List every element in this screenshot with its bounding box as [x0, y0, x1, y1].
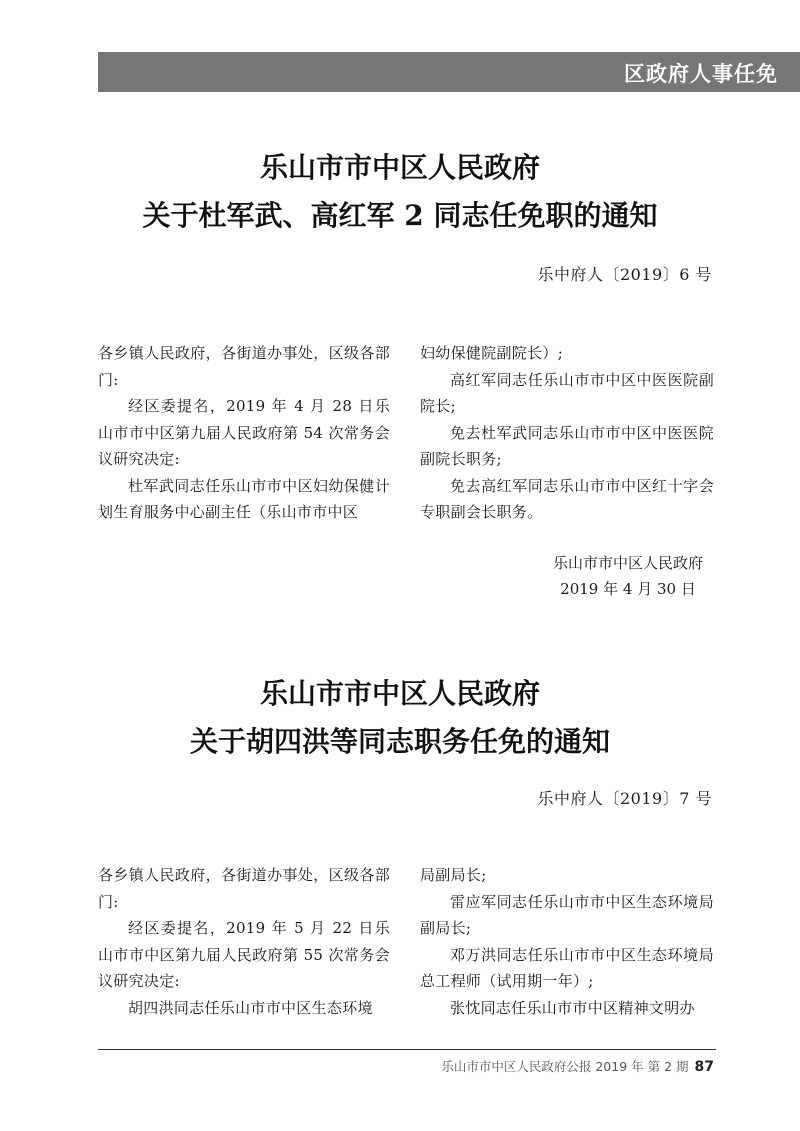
- notice-2-left-column: [98, 862, 390, 1021]
- notice-1-appointment-1: 杜军武同志任乐山市市中区妇幼保健计划生育服务中心副主任（乐山市市中区: [98, 476, 390, 521]
- notice-1-signoff-org: 乐山市市中区人民政府: [552, 554, 703, 572]
- page-number: 87: [694, 1059, 714, 1075]
- notice-1-addressee: 各乡镇人民政府，各街道办事处，区级各部门:: [98, 344, 390, 389]
- notice-2-appointment-4: 张忱同志任乐山市市中区精神文明办: [450, 998, 695, 1017]
- notice-1-appointment-1-cont: 妇幼保健院副院长）;: [420, 344, 564, 362]
- notice-1-appointment-2: 高红军同志任乐山市市中区中医医院副院长;: [420, 370, 714, 415]
- notice-1-title-line1: 乐山市市中区人民政府: [259, 151, 540, 184]
- notice-2-appointment-3: 邓万洪同志任乐山市市中区生态环境局总工程师（试用期一年）;: [420, 945, 714, 990]
- footer-publication: 乐山市市中区人民政府公报 2019 年 第 2 期: [441, 1059, 689, 1074]
- notice-2-appointment-1: 胡四洪同志任乐山市市中区生态环境: [128, 998, 373, 1017]
- section-title: 区政府人事任免: [624, 62, 778, 86]
- notice-1-signoff-date: 2019 年 4 月 30 日: [560, 580, 696, 598]
- notice-2-appointment-2: 雷应军同志任乐山市市中区生态环境局副局长;: [420, 892, 714, 937]
- notice-1-doc-number: 乐中府人〔2019〕6 号: [537, 265, 712, 284]
- notice-2-right-column: [420, 862, 714, 1021]
- notice-2-preamble: 经区委提名，2019 年 5 月 22 日乐山市市中区第九届人民政府第 55 次常务会议研究决定:: [98, 919, 390, 990]
- notice-2-appointment-1-cont: 局副局长;: [420, 866, 487, 884]
- notice-1-preamble: 经区委提名，2019 年 4 月 28 日乐山市市中区第九届人民政府第 54 次常务会议研究决定:: [98, 397, 390, 468]
- notice-2-title-line2: 关于胡四洪等同志职务任免的通知: [189, 725, 610, 758]
- section-header-bar: [98, 52, 800, 92]
- page-footer: [441, 1057, 714, 1075]
- notice-2-addressee: 各乡镇人民政府，各街道办事处，区级各部门:: [98, 866, 390, 911]
- notice-2-title-line1: 乐山市市中区人民政府: [259, 677, 540, 710]
- notice-1-right-column: [420, 340, 714, 526]
- notice-1-removal-2: 免去高红军同志乐山市市中区红十字会专职副会长职务。: [420, 476, 714, 521]
- notice-1-signoff: [528, 550, 728, 602]
- notice-1-removal-1: 免去杜军武同志乐山市市中区中医医院副院长职务;: [420, 423, 714, 468]
- notice-2-doc-number: 乐中府人〔2019〕7 号: [537, 789, 712, 808]
- notice-1-left-column: [98, 340, 390, 526]
- footer-rule: [98, 1049, 716, 1050]
- notice-1-title-line2: 关于杜军武、高红军 2 同志任免职的通知: [142, 199, 658, 232]
